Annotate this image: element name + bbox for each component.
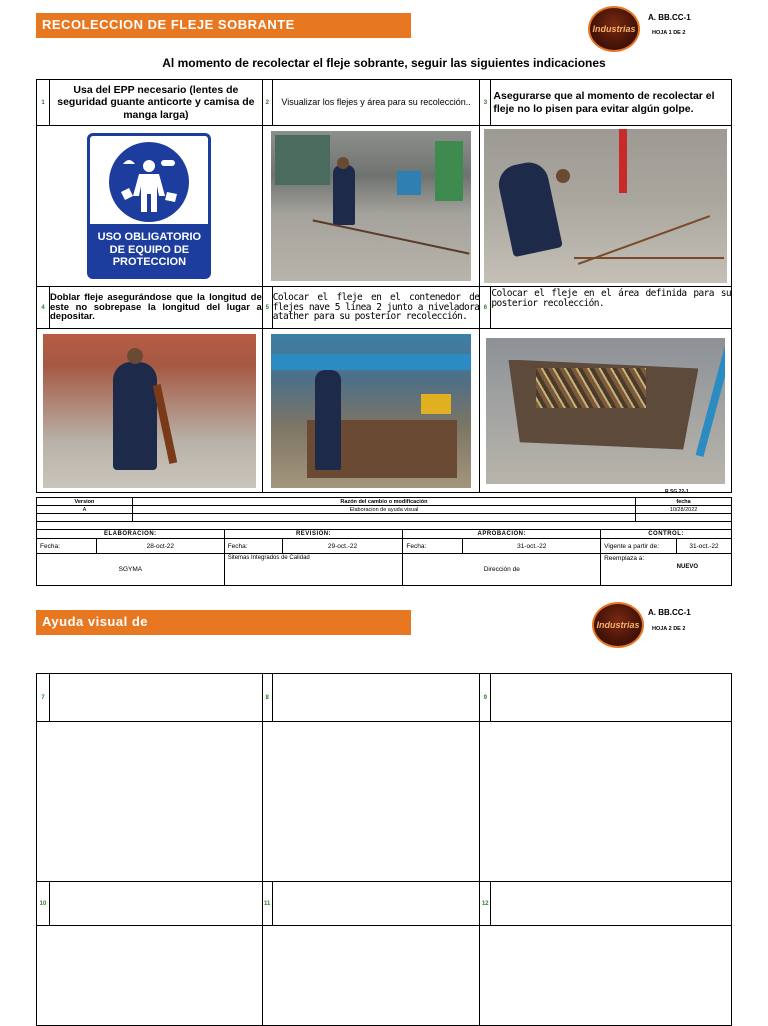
photo-cell	[480, 926, 732, 1026]
step2-photo-cell	[262, 126, 480, 287]
table-cell: Elaboracion de ayuda visual	[132, 506, 635, 514]
page1-title-banner: RECOLECCION DE FLEJE SOBRANTE	[36, 13, 411, 38]
step-text: Usa del EPP necesario (lentes de seguridad guante anticorte y camisa de manga larga)	[49, 80, 262, 126]
logo-text: Industrias	[592, 24, 636, 34]
worker-figure	[496, 159, 564, 257]
elaboracion-header: ELABORACIÓN:	[37, 530, 225, 539]
step-text	[49, 674, 262, 722]
step-number: 3	[480, 80, 491, 126]
step-text: Doblar fleje asegurándose que la longitud de este no sobrepase la longitud del lugar a depositar.	[49, 287, 262, 329]
document-code: A. BB.CC-1	[648, 13, 691, 22]
sheet-number: HOJA 1 DE 2	[652, 30, 686, 36]
signoff-table	[36, 529, 732, 586]
revision-header: REVISIÓN:	[224, 530, 403, 539]
photo-cell	[37, 926, 263, 1026]
fecha-label: Fecha:	[224, 539, 282, 554]
fecha-label: Fecha:	[37, 539, 97, 554]
step-number: 2	[262, 80, 272, 126]
aprobacion-date: 31-oct.-22	[463, 539, 601, 554]
vigente-label: Vigente a partir de:	[601, 539, 677, 554]
step-text	[49, 882, 262, 926]
sheet-number: HOJA 2 DE 2	[652, 626, 686, 632]
photo-cell	[37, 722, 263, 882]
step-text	[491, 674, 732, 722]
ppe-sign-text: USO OBLIGATORIO DE EQUIPO DE PROTECCION	[90, 224, 208, 276]
vigente-date: 31-oct.-22	[677, 539, 732, 554]
company-logo	[592, 602, 644, 648]
table-cell	[132, 514, 635, 522]
step-number: 6	[480, 287, 491, 329]
page-subtitle: Al momento de recolectar el fleje sobrante, seguir las siguientes indicaciones	[162, 56, 606, 70]
elaboracion-date: 28-oct-22	[96, 539, 224, 554]
step-number: 5	[262, 287, 272, 329]
step4-photo	[43, 334, 256, 488]
step-number: 4	[37, 287, 50, 329]
revisado-por: Sitemas Integrados de Calidad	[224, 554, 403, 586]
step-number: 9	[480, 674, 491, 722]
step4-photo-cell	[37, 329, 263, 493]
steps-table	[36, 79, 732, 493]
step-number: 11	[262, 882, 272, 926]
reemplaza-cell	[601, 554, 732, 586]
photo-cell	[262, 926, 480, 1026]
aprobado-por: Dirección de	[403, 554, 601, 586]
col-date: fecha	[636, 498, 732, 506]
reemplaza-label: Reemplaza a:	[604, 555, 645, 562]
step-number: 8	[262, 674, 272, 722]
step-text: Colocar el fleje en el área definida para su posterior recolección.	[491, 287, 732, 329]
step-text	[272, 674, 480, 722]
table-cell: 10/28/2022	[636, 506, 732, 514]
ppe-pictogram-icon	[101, 140, 197, 224]
step6-photo	[486, 338, 725, 484]
fecha-label: Fecha:	[403, 539, 463, 554]
step-number: 10	[37, 882, 50, 926]
step5-photo	[271, 334, 472, 488]
step6-photo-cell	[480, 329, 732, 493]
company-logo	[588, 6, 640, 52]
step-text	[491, 882, 732, 926]
reemplaza-value: NUEVO	[676, 564, 698, 570]
ppe-sign	[87, 133, 211, 279]
steps-table-page2	[36, 673, 732, 1026]
table-cell	[636, 514, 732, 522]
worker-figure	[315, 370, 341, 470]
form-code: R.SG.22-1	[665, 489, 689, 495]
worker-figure	[333, 165, 355, 225]
photo-cell	[480, 722, 732, 882]
control-header: CONTROL:	[601, 530, 732, 539]
step5-photo-cell	[262, 329, 480, 493]
step1-image-cell	[37, 126, 263, 287]
step-text	[272, 882, 480, 926]
col-version: Version	[37, 498, 133, 506]
step-text: Asegurarse que al momento de recolectar el fleje no lo pisen para evitar algún golpe.	[491, 80, 732, 126]
col-reason: Razón del cambio o modificación	[132, 498, 635, 506]
revision-date: 29-oct.-22	[282, 539, 403, 554]
document-code: A. BB.CC-1	[648, 608, 691, 617]
page2-title-banner: Ayuda visual de	[36, 610, 411, 635]
worker-figure	[113, 362, 157, 470]
step-number: 7	[37, 674, 50, 722]
step3-photo	[484, 129, 727, 283]
logo-text: Industrias	[596, 620, 640, 630]
elaborado-por: SGYMA	[37, 554, 225, 586]
step-text: Visualizar los flejes y área para su recolección..	[272, 80, 480, 126]
table-cell: A	[37, 506, 133, 514]
step-text: Colocar el fleje en el contenedor de flejes nave 5 línea 2 junto a niveladora atather para su posterior recolección.	[272, 287, 480, 329]
step2-photo	[271, 131, 472, 281]
step-number: 12	[480, 882, 491, 926]
table-cell	[37, 514, 133, 522]
change-log-table	[36, 497, 732, 530]
step3-photo-cell	[480, 126, 732, 287]
step-number: 1	[37, 80, 50, 126]
photo-cell	[262, 722, 480, 882]
aprobacion-header: APROBACIÓN:	[403, 530, 601, 539]
